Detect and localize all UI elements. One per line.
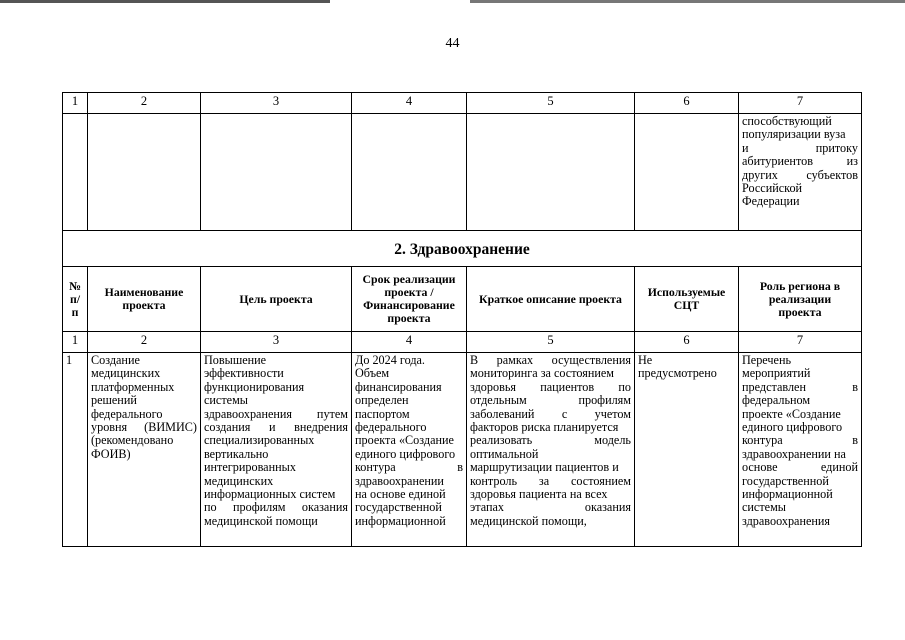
- header-term-financing: [352, 267, 467, 332]
- header-line: проекта: [122, 298, 166, 312]
- header-line: Краткое описание проекта: [479, 291, 622, 306]
- text-word: здравоохранении: [355, 473, 444, 488]
- text-line: [742, 142, 858, 155]
- text-word: определен: [355, 393, 409, 408]
- text-line: [470, 488, 631, 501]
- text-line: [204, 354, 348, 367]
- text-line: [91, 367, 197, 380]
- text-word: Не: [638, 353, 653, 367]
- section-heading-row: [63, 231, 862, 267]
- text-word: здравоохранения: [742, 513, 831, 528]
- text-word: способствующий: [742, 114, 832, 128]
- text-word: уровня: [91, 420, 128, 435]
- text-word: системы: [742, 500, 786, 515]
- text-word: единого цифрового: [742, 420, 843, 435]
- text-word: (ВИМИС): [144, 420, 197, 435]
- row-number: 1: [63, 353, 88, 547]
- text-word: модель: [594, 433, 631, 448]
- text-line: [470, 408, 631, 421]
- header-line: №: [69, 278, 81, 293]
- text-word: федерального: [355, 420, 427, 435]
- text-line: [91, 394, 197, 407]
- text-word: контура: [355, 460, 396, 475]
- text-line: [355, 381, 463, 394]
- text-word: по: [204, 500, 217, 515]
- text-word: оптимальной: [470, 446, 539, 461]
- continuation-role-cell: [739, 114, 862, 231]
- text-word: В: [470, 353, 479, 367]
- text-line: [204, 501, 348, 514]
- text-line: [470, 515, 631, 528]
- text-word: состоянием: [570, 473, 631, 488]
- empty-cell: [635, 114, 739, 231]
- text-word: государственной: [742, 473, 829, 488]
- text-word: контроль: [470, 473, 518, 488]
- empty-cell: [352, 114, 467, 231]
- text-word: медицинских: [91, 366, 161, 381]
- column-number: 5: [467, 93, 635, 114]
- text-line: [355, 448, 463, 461]
- text-word: Перечень: [742, 353, 792, 367]
- column-number: 7: [739, 93, 862, 114]
- text-line: [742, 128, 858, 141]
- text-line: [91, 408, 197, 421]
- text-line: [355, 488, 463, 501]
- empty-cell: [63, 114, 88, 231]
- text-word: рамках: [496, 353, 534, 367]
- text-word: здоровья пациента на всех: [470, 487, 608, 502]
- text-line: [355, 408, 463, 421]
- text-word: пациентов: [540, 379, 595, 394]
- text-word: создания: [204, 420, 251, 435]
- text-line: [204, 515, 348, 528]
- header-region-role: [739, 267, 862, 332]
- text-word: факторов риска планируется: [470, 420, 619, 435]
- text-word: здравоохранении на: [742, 446, 846, 461]
- text-word: из: [846, 154, 858, 169]
- text-word: профилям: [578, 393, 631, 408]
- text-line: [742, 448, 858, 461]
- text-word: здоровья: [470, 379, 516, 394]
- text-word: федерального: [91, 406, 163, 421]
- header-line: Финансирование: [363, 298, 455, 312]
- projects-table: [62, 92, 862, 547]
- text-line: [742, 195, 858, 208]
- text-word: и: [742, 140, 749, 155]
- column-number: 7: [739, 332, 862, 353]
- header-line: п/: [69, 291, 81, 306]
- text-line: [355, 421, 463, 434]
- text-line: [355, 434, 463, 447]
- text-word: этапах: [470, 500, 504, 515]
- text-line: [470, 501, 631, 514]
- text-line: [91, 421, 197, 434]
- text-word: Российской: [742, 181, 803, 196]
- column-number: 4: [352, 93, 467, 114]
- text-word: предусмотрено: [638, 366, 717, 381]
- header-sct: [635, 267, 739, 332]
- text-word: профилям: [232, 500, 286, 515]
- text-word: ФОИВ): [91, 446, 131, 461]
- page-number: 44: [445, 36, 460, 51]
- text-word: До 2024 года.: [355, 353, 425, 367]
- text-word: внедрения: [294, 420, 348, 435]
- text-line: [91, 434, 197, 447]
- sct-cell: [635, 353, 739, 547]
- text-word: Объем: [355, 366, 390, 381]
- text-word: учетом: [594, 406, 631, 421]
- text-word: осуществления: [551, 353, 631, 367]
- column-number: 4: [352, 332, 467, 353]
- column-number: 2: [88, 332, 201, 353]
- text-line: [742, 115, 858, 128]
- text-line: [204, 461, 348, 474]
- column-number: 1: [63, 93, 88, 114]
- text-word: Федерации: [742, 194, 800, 209]
- text-word: государственной: [355, 500, 442, 515]
- text-line: [204, 421, 348, 434]
- header-line: Наименование: [104, 285, 184, 299]
- text-word: финансирования: [355, 379, 442, 394]
- text-line: [470, 434, 631, 447]
- text-line: [204, 408, 348, 421]
- text-word: единой: [820, 460, 858, 475]
- text-line: [470, 394, 631, 407]
- text-word: с: [561, 406, 568, 421]
- column-number: 6: [635, 332, 739, 353]
- text-line: [204, 448, 348, 461]
- header-number: [63, 267, 88, 332]
- text-word: оказания: [301, 500, 348, 515]
- header-line: проекта: [778, 304, 822, 319]
- column-number-row: [63, 332, 862, 353]
- text-word: эффективности: [204, 366, 284, 381]
- header-line: проекта /: [384, 285, 434, 299]
- text-word: в: [457, 460, 463, 475]
- header-line: реализации: [768, 291, 832, 306]
- header-line: п: [71, 304, 79, 319]
- header-line: Срок реализации: [362, 272, 456, 286]
- text-line: [470, 448, 631, 461]
- text-line: [742, 394, 858, 407]
- section-title: 2. Здравоохранение: [63, 231, 862, 267]
- text-word: мониторинга за состоянием: [470, 366, 614, 381]
- text-word: по: [618, 379, 631, 394]
- text-word: информационных систем: [204, 487, 336, 502]
- header-project-name: [88, 267, 201, 332]
- text-line: [742, 367, 858, 380]
- text-line: [470, 367, 631, 380]
- text-line: [742, 182, 858, 195]
- project-name-cell: [88, 353, 201, 547]
- text-word: популяризации вуза: [742, 127, 846, 142]
- header-line: СЦТ: [673, 298, 700, 312]
- text-line: [355, 367, 463, 380]
- text-line: [742, 488, 858, 501]
- text-line: [355, 515, 463, 528]
- text-word: абитуриентов: [742, 154, 813, 169]
- scan-top-edge: [0, 0, 905, 3]
- text-word: отдельным: [470, 393, 527, 408]
- text-line: [742, 434, 858, 447]
- text-word: медицинской помощи: [204, 513, 318, 528]
- header-project-goal: [201, 267, 352, 332]
- text-word: функционирования: [204, 379, 305, 394]
- text-line: [742, 155, 858, 168]
- text-line: [470, 461, 631, 474]
- continuation-row: [63, 114, 862, 231]
- column-number: 6: [635, 93, 739, 114]
- text-line: [638, 367, 735, 380]
- text-line: [204, 488, 348, 501]
- text-word: Создание: [91, 353, 140, 367]
- table-row: [63, 353, 862, 547]
- text-line: [355, 354, 463, 367]
- text-line: [470, 421, 631, 434]
- text-word: здравоохранения: [204, 406, 293, 421]
- column-number: 3: [201, 93, 352, 114]
- text-word: за: [538, 473, 550, 488]
- column-number-row: [63, 93, 862, 114]
- text-line: [204, 434, 348, 447]
- empty-cell: [201, 114, 352, 231]
- column-number: 3: [201, 332, 352, 353]
- header-line: Роль региона в: [759, 278, 841, 293]
- text-line: [470, 354, 631, 367]
- text-line: [742, 381, 858, 394]
- text-line: [470, 475, 631, 488]
- text-word: оказания: [584, 500, 631, 515]
- header-description: [467, 267, 635, 332]
- text-word: в: [852, 433, 858, 448]
- text-word: Повышение: [204, 353, 267, 367]
- text-line: [204, 381, 348, 394]
- text-word: в: [852, 379, 858, 394]
- text-word: вертикально: [204, 446, 269, 461]
- header-line: Цель проекта: [239, 291, 313, 306]
- text-word: информационной: [742, 487, 833, 502]
- header-line: Используемые: [647, 285, 726, 299]
- text-line: [355, 501, 463, 514]
- text-word: информационной: [355, 513, 446, 528]
- text-word: реализовать: [470, 433, 533, 448]
- text-word: проекте «Создание: [742, 406, 841, 421]
- text-line: [91, 448, 197, 461]
- term-financing-cell: [352, 353, 467, 547]
- text-word: единого цифрового: [355, 446, 456, 461]
- text-line: [742, 421, 858, 434]
- text-word: других: [742, 167, 778, 182]
- text-word: представлен: [742, 379, 806, 394]
- text-line: [742, 515, 858, 528]
- text-word: заболеваний: [470, 406, 535, 421]
- text-word: притоку: [815, 140, 858, 155]
- text-line: [742, 169, 858, 182]
- text-word: платформенных: [91, 379, 175, 394]
- column-number: 1: [63, 332, 88, 353]
- text-line: [204, 394, 348, 407]
- text-line: [204, 475, 348, 488]
- empty-cell: [88, 114, 201, 231]
- text-word: субъектов: [806, 167, 858, 182]
- column-number: 2: [88, 93, 201, 114]
- text-word: путем: [316, 406, 348, 421]
- text-word: системы: [204, 393, 248, 408]
- header-line: проекта: [387, 311, 431, 325]
- text-line: [638, 354, 735, 367]
- text-word: маршрутизации пациентов и: [470, 460, 619, 475]
- text-word: проекта «Создание: [355, 433, 454, 448]
- text-word: (рекомендовано: [91, 433, 174, 448]
- text-word: паспортом: [355, 406, 410, 421]
- table-header-row: [63, 267, 862, 332]
- text-word: и: [268, 420, 276, 435]
- text-word: на основе единой: [355, 487, 446, 502]
- region-role-cell: [739, 353, 862, 547]
- text-line: [470, 381, 631, 394]
- text-word: интегрированных: [204, 460, 296, 475]
- text-line: [204, 367, 348, 380]
- text-word: федеральном: [742, 393, 811, 408]
- text-line: [742, 501, 858, 514]
- empty-cell: [467, 114, 635, 231]
- text-line: [355, 461, 463, 474]
- text-word: основе: [742, 460, 778, 475]
- text-word: медицинских: [204, 473, 274, 488]
- text-word: мероприятий: [742, 366, 811, 381]
- text-line: [742, 354, 858, 367]
- text-word: решений: [91, 393, 137, 408]
- text-line: [742, 461, 858, 474]
- project-goal-cell: [201, 353, 352, 547]
- text-line: [91, 354, 197, 367]
- text-line: [742, 475, 858, 488]
- text-word: медицинской помощи,: [470, 513, 587, 528]
- text-line: [355, 475, 463, 488]
- text-line: [742, 408, 858, 421]
- text-line: [355, 394, 463, 407]
- text-line: [91, 381, 197, 394]
- text-word: контура: [742, 433, 783, 448]
- description-cell: [467, 353, 635, 547]
- column-number: 5: [467, 332, 635, 353]
- text-word: специализированных: [204, 433, 315, 448]
